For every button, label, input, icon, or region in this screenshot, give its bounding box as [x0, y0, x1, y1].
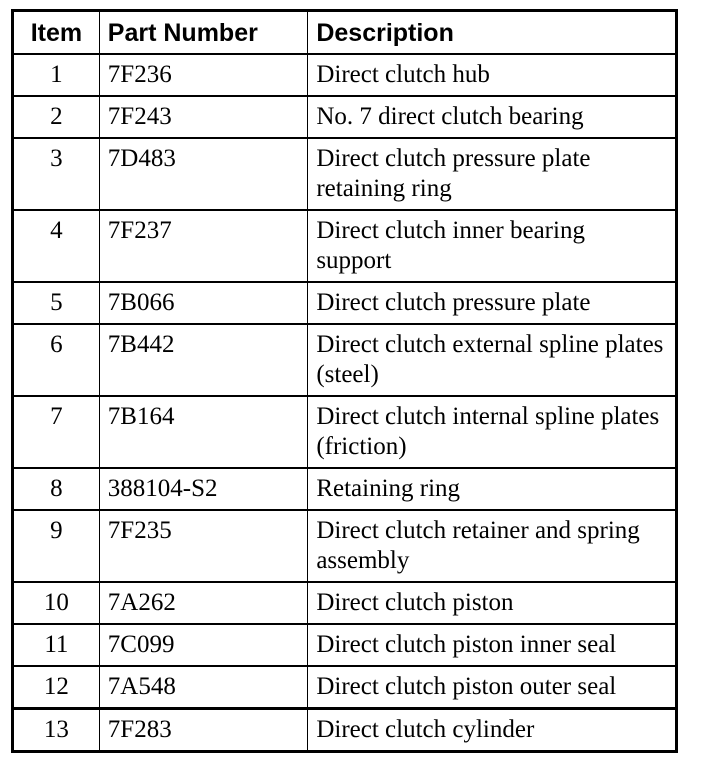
description-cell: Direct clutch retainer and spring assembly — [308, 510, 677, 582]
column-header-part-number: Part Number — [99, 11, 308, 55]
table-row — [13, 282, 677, 324]
table-row — [13, 54, 677, 96]
description-cell: Direct clutch internal spline plates (friction) — [308, 396, 677, 468]
description-cell: Direct clutch piston outer seal — [308, 666, 677, 709]
description-cell: Direct clutch pressure plate retaining ring — [308, 138, 677, 210]
table-row — [13, 510, 677, 582]
part-number-cell: 7F243 — [99, 96, 308, 138]
part-number-cell: 7F236 — [99, 54, 308, 96]
table-header — [13, 11, 677, 55]
item-number-cell: 4 — [13, 210, 100, 282]
description-cell: Direct clutch piston — [308, 582, 677, 624]
part-number-cell: 7B442 — [99, 324, 308, 396]
part-number-cell: 7D483 — [99, 138, 308, 210]
description-cell: Direct clutch piston inner seal — [308, 624, 677, 666]
table-row — [13, 324, 677, 396]
table-row — [13, 666, 677, 709]
part-number-cell: 7B066 — [99, 282, 308, 324]
description-cell: Direct clutch cylinder — [308, 709, 677, 752]
description-cell: Direct clutch hub — [308, 54, 677, 96]
item-number-cell: 1 — [13, 54, 100, 96]
part-number-cell: 7F237 — [99, 210, 308, 282]
header-row — [13, 11, 677, 55]
column-header-item: Item — [13, 11, 100, 55]
item-number-cell: 9 — [13, 510, 100, 582]
item-number-cell: 3 — [13, 138, 100, 210]
item-number-cell: 7 — [13, 396, 100, 468]
part-number-cell: 388104-S2 — [99, 468, 308, 510]
table-row — [13, 709, 677, 752]
item-number-cell: 2 — [13, 96, 100, 138]
item-number-cell: 10 — [13, 582, 100, 624]
table-row — [13, 396, 677, 468]
description-cell: Direct clutch external spline plates (steel) — [308, 324, 677, 396]
part-number-cell: 7F283 — [99, 709, 308, 752]
item-number-cell: 5 — [13, 282, 100, 324]
table-row — [13, 138, 677, 210]
table-row — [13, 96, 677, 138]
table-row — [13, 468, 677, 510]
item-number-cell: 13 — [13, 709, 100, 752]
item-number-cell: 11 — [13, 624, 100, 666]
item-number-cell: 12 — [13, 666, 100, 709]
part-number-cell: 7B164 — [99, 396, 308, 468]
table-row — [13, 210, 677, 282]
item-number-cell: 6 — [13, 324, 100, 396]
part-number-cell: 7F235 — [99, 510, 308, 582]
description-cell: Direct clutch pressure plate — [308, 282, 677, 324]
part-number-cell: 7A548 — [99, 666, 308, 709]
table-row — [13, 624, 677, 666]
table-row — [13, 582, 677, 624]
description-cell: Retaining ring — [308, 468, 677, 510]
description-cell: Direct clutch inner bearing support — [308, 210, 677, 282]
part-number-cell: 7C099 — [99, 624, 308, 666]
table-body — [13, 54, 677, 752]
part-number-cell: 7A262 — [99, 582, 308, 624]
description-cell: No. 7 direct clutch bearing — [308, 96, 677, 138]
parts-table — [11, 9, 678, 753]
column-header-description: Description — [308, 11, 677, 55]
item-number-cell: 8 — [13, 468, 100, 510]
